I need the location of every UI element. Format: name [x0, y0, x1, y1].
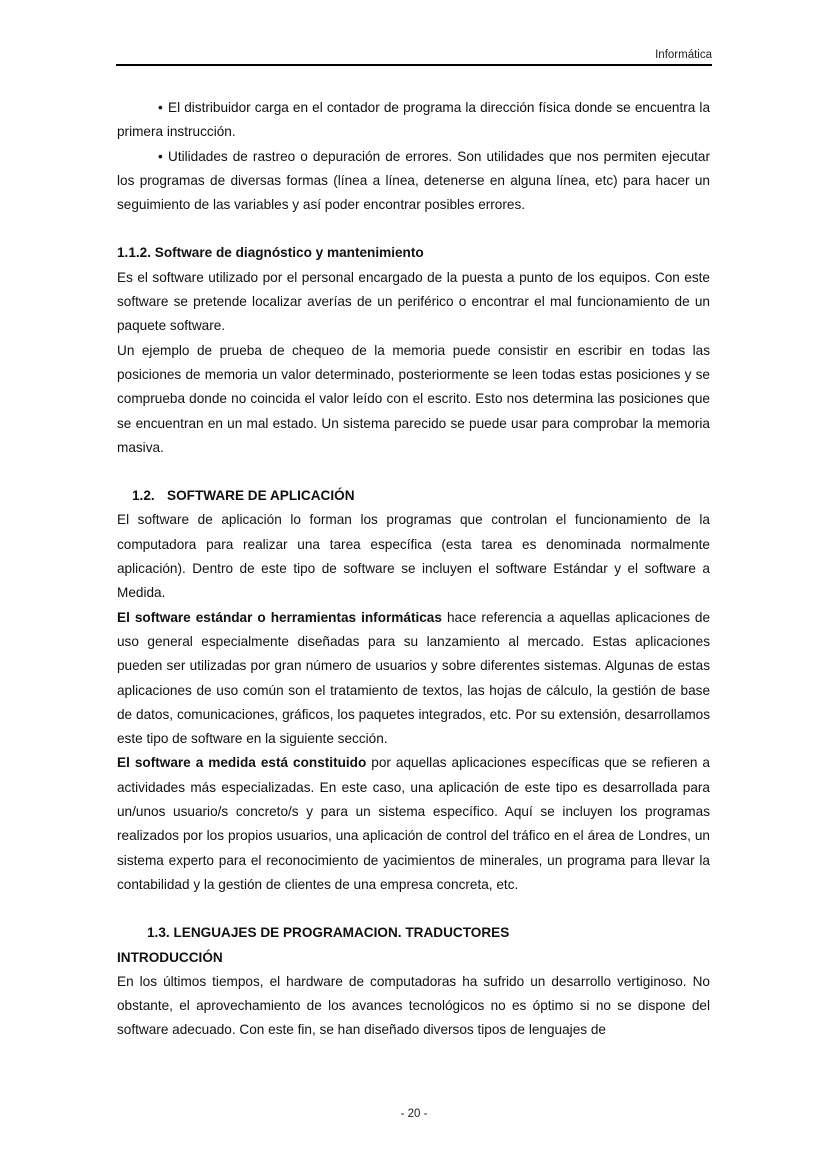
bullet-text: Utilidades de rastreo o depuración de errores. Son utilidades que nos permiten ejecutar los programas de diversas formas (línea a línea, detenerse en alguna línea, etc) para hacer un seguimiento de las variables y así poder encontrar posibles errores.	[117, 148, 710, 213]
paragraph	[117, 751, 710, 897]
bullet-item	[117, 96, 710, 145]
page-body	[117, 96, 710, 1043]
spacer	[117, 897, 710, 921]
paragraph: El software de aplicación lo forman los programas que controlan el funcionamiento de la computadora para realizar una tarea específica (esta tarea es denominada normalmente aplicación). Dentro de este tipo de software se incluyen el software Estándar y el software a Medida.	[117, 512, 710, 601]
spacer	[117, 460, 710, 484]
section-heading-1-1-2: 1.1.2. Software de diagnóstico y mantenimiento	[117, 245, 424, 261]
bullet-item	[117, 145, 710, 218]
page-number: - 20 -	[400, 1108, 428, 1120]
section-heading-1-2	[117, 484, 710, 508]
header-rule	[116, 64, 712, 66]
bold-lead: El software estándar o herramientas informáticas	[117, 609, 442, 625]
bold-lead: El software a medida está constituido	[117, 755, 367, 771]
bullet-dot-icon: •	[158, 148, 163, 164]
spacer	[117, 217, 710, 241]
paragraph: Un ejemplo de prueba de chequeo de la memoria puede consistir en escribir en todas las posiciones de memoria un valor determinado, posteriormente se leen todas estas posiciones y se comprueba donde no coincida el valor leído con el escrito. Esto nos determina las posiciones que se encuentran en un mal estado. Un sistema parecido se puede usar para comprobar la memoria masiva.	[117, 342, 710, 455]
running-header: Informática	[655, 49, 712, 61]
bullet-dot-icon: •	[158, 100, 163, 115]
section-heading-1-3: 1.3. LENGUAJES DE PROGRAMACION. TRADUCTORES	[147, 925, 510, 941]
section-number: 1.2.	[132, 488, 155, 504]
paragraph: En los últimos tiempos, el hardware de computadoras ha sufrido un desarrollo vertiginoso. No obstante, el aprovechamiento de los avances tecnológicos no es óptimo si no se dispone del software adecuado. Con este fin, se han diseñado diversos tipos de lenguajes de	[117, 973, 710, 1038]
subheading-introduccion: INTRODUCCIÓN	[117, 949, 223, 965]
paragraph	[117, 606, 710, 752]
paragraph-text: por aquellas aplicaciones específicas que se refieren a actividades más especializadas. En este caso, una aplicación de este tipo es desarrollada para un/unos usuario/s concreto/s y para un sistema específico. Aquí se incluyen los programas realizados por los propios usuarios, una aplicación de control del tráfico en el área de Londres, un sistema experto para el reconocimiento de yacimientos de minerales, un programa para llevar la contabilidad y la gestión de clientes de una empresa concreta, etc.	[117, 755, 710, 892]
bullet-text: El distribuidor carga en el contador de programa la dirección física donde se encuentra la primera instrucción.	[117, 100, 710, 140]
paragraph-text: hace referencia a aquellas aplicaciones de uso general especialmente diseñadas para su lanzamiento al mercado. Estas aplicaciones pueden ser utilizadas por gran número de usuarios y sobre diferentes sistemas. Algunas de estas aplicaciones de uso común son el tratamiento de textos, las hojas de cálculo, la gestión de base de datos, comunicaciones, gráficos, los paquetes integrados, etc. Por su extensión, desarrollamos este tipo de software en la siguiente sección.	[117, 609, 711, 747]
section-title: SOFTWARE DE APLICACIÓN	[167, 488, 355, 504]
paragraph: Es el software utilizado por el personal encargado de la puesta a punto de los equipos. Con este software se pretende localizar averías de un periférico o encontrar el mal funcionamiento de un paquete software.	[117, 269, 710, 334]
